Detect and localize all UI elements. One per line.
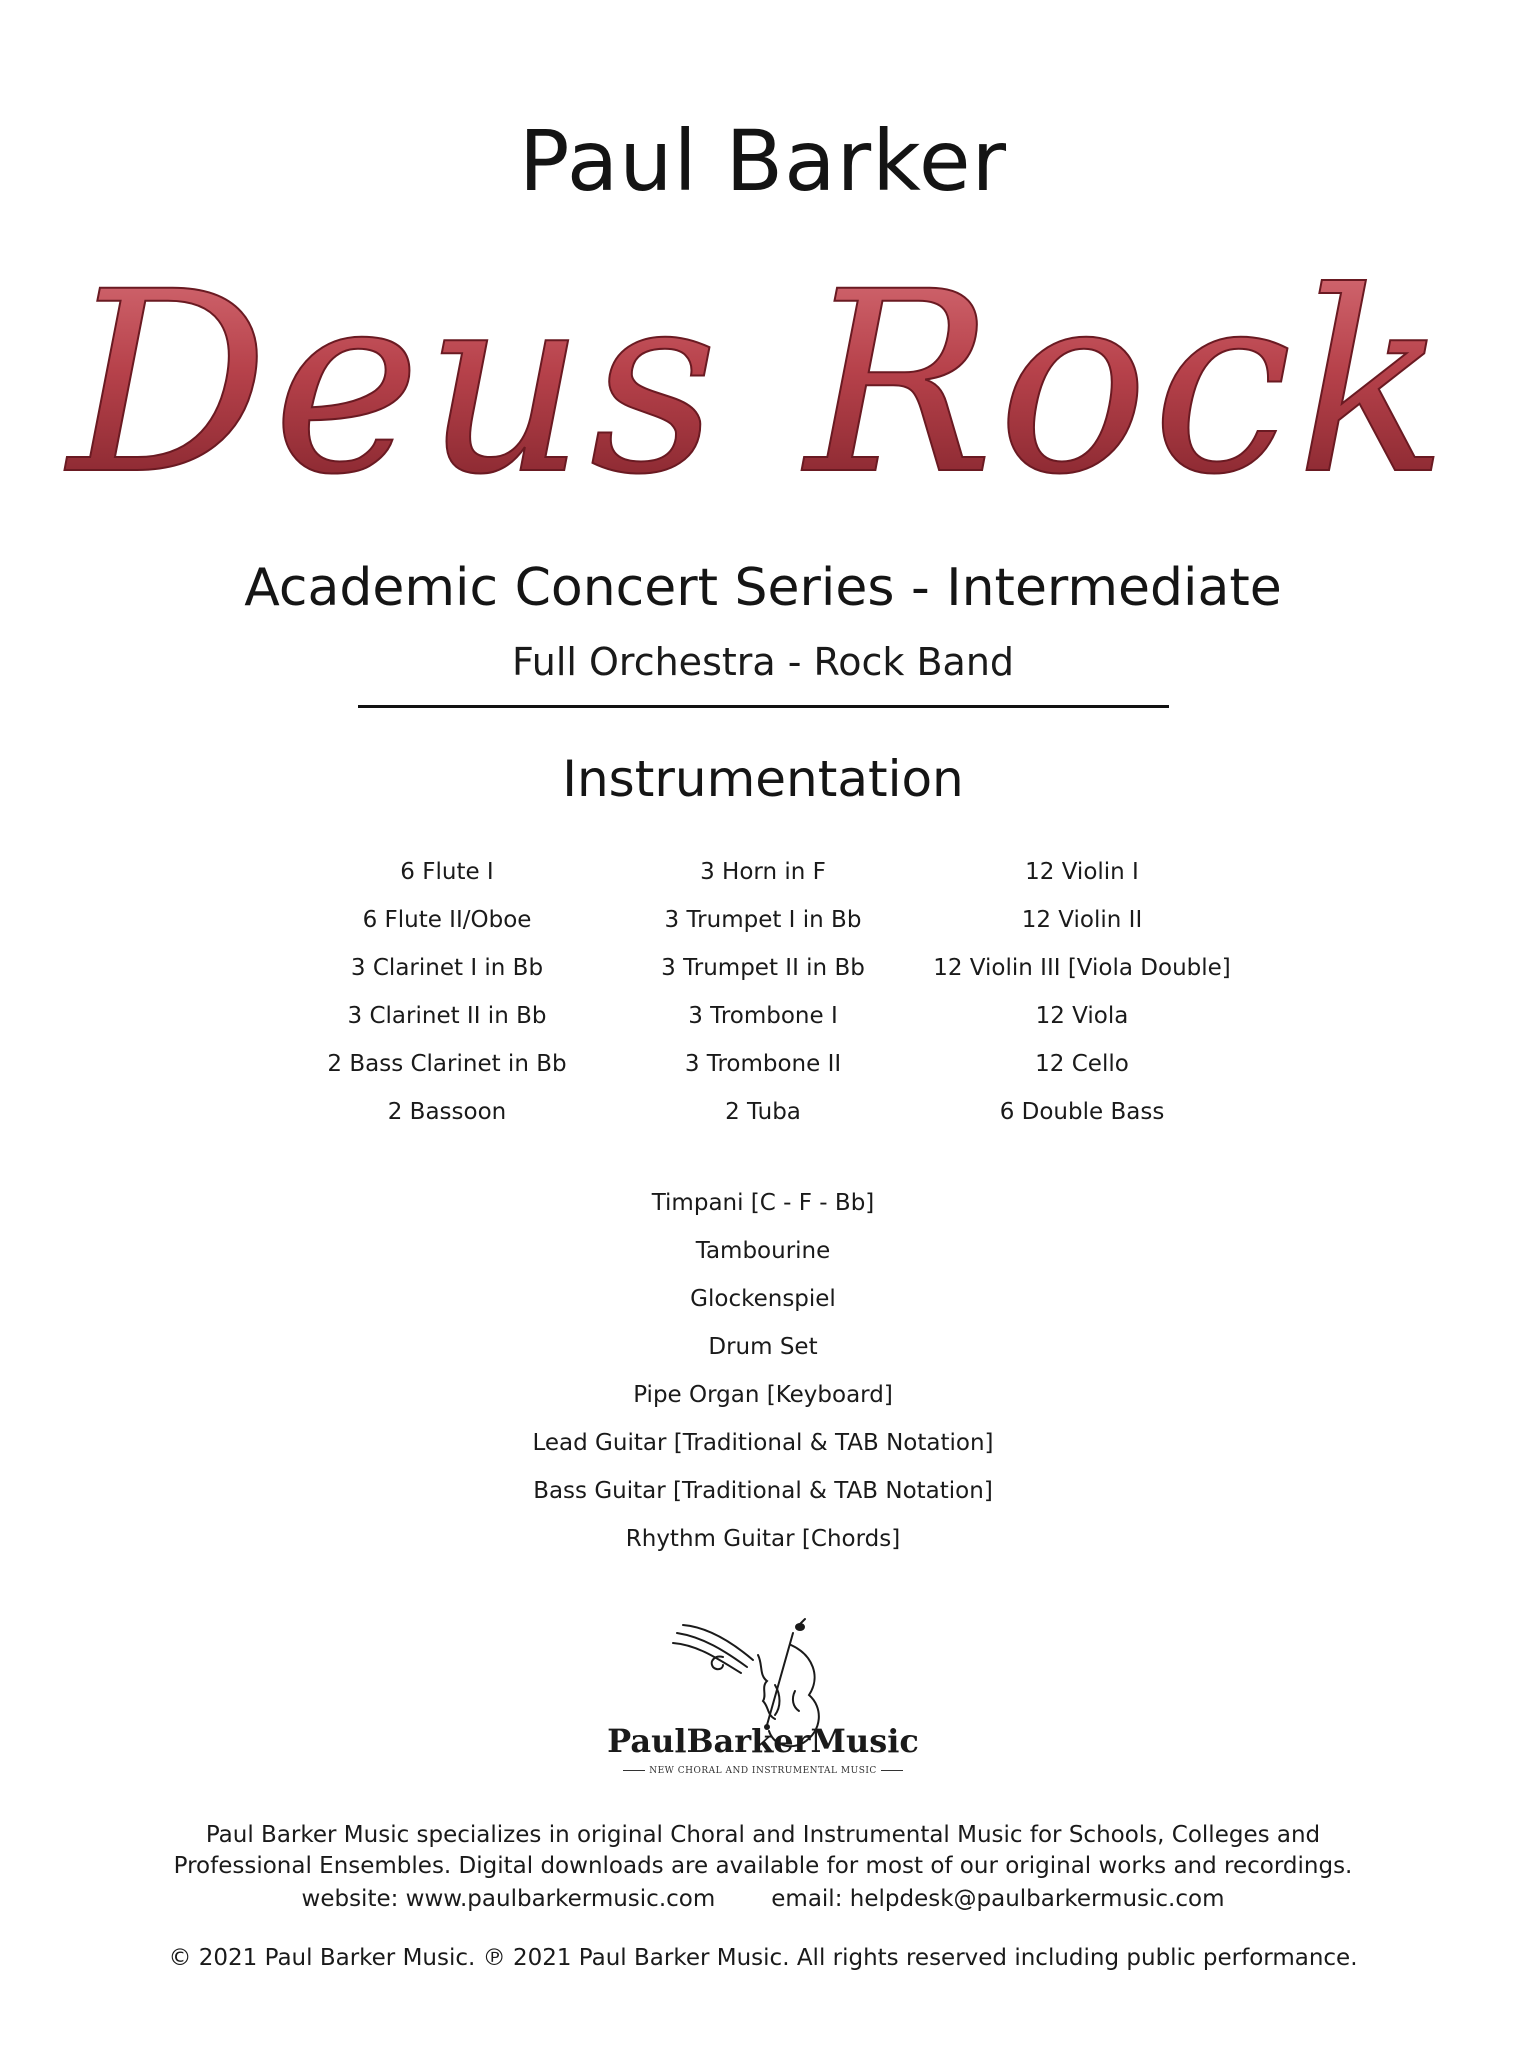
instrument-item: Timpani [C - F - Bb] bbox=[651, 1190, 875, 1216]
logo-tagline bbox=[563, 1766, 963, 1776]
blurb-line: Professional Ensembles. Digital downloads are available for most of our original works and recordings. bbox=[173, 1853, 1353, 1879]
main-title-text: Deus Rock bbox=[68, 238, 1452, 515]
instrument-item: 12 Violin II bbox=[1021, 907, 1143, 933]
logo-wordmark: PaulBarkerMusic bbox=[607, 1722, 919, 1760]
header-divider bbox=[358, 705, 1169, 708]
blurb-line: Paul Barker Music specializes in original Choral and Instrumental Music for Schools, Colleges and bbox=[205, 1822, 1321, 1848]
instrument-item: 2 Bass Clarinet in Bb bbox=[327, 1051, 567, 1077]
instrument-item: 3 Clarinet II in Bb bbox=[347, 1003, 547, 1029]
instrument-item: 3 Trombone I bbox=[688, 1003, 838, 1029]
instrument-item: 2 Tuba bbox=[725, 1099, 801, 1125]
instrument-item: 3 Trumpet I in Bb bbox=[664, 907, 862, 933]
instrument-item: Pipe Organ [Keyboard] bbox=[633, 1382, 893, 1408]
instrument-item: Tambourine bbox=[695, 1238, 831, 1264]
series-subtitle: Academic Concert Series - Intermediate bbox=[244, 558, 1282, 618]
instrument-item: Glockenspiel bbox=[690, 1286, 836, 1312]
instrument-item: 12 Violin I bbox=[1025, 859, 1139, 885]
instrument-item: 6 Double Bass bbox=[999, 1099, 1165, 1125]
main-title bbox=[0, 215, 1526, 515]
composer-name: Paul Barker bbox=[518, 112, 1008, 210]
ensemble-subtitle: Full Orchestra - Rock Band bbox=[511, 640, 1015, 684]
instrument-item: Rhythm Guitar [Chords] bbox=[625, 1526, 901, 1552]
instrument-item: 12 Violin III [Viola Double] bbox=[933, 955, 1231, 981]
instrument-item: 3 Clarinet I in Bb bbox=[350, 955, 544, 981]
instrument-item: 12 Viola bbox=[1035, 1003, 1129, 1029]
logo-tagline-text: NEW CHORAL AND INSTRUMENTAL MUSIC bbox=[649, 1766, 877, 1776]
company-blurb bbox=[0, 1820, 1526, 1882]
instrument-item: 6 Flute II/Oboe bbox=[362, 907, 532, 933]
instrument-item: 3 Trombone II bbox=[684, 1051, 842, 1077]
instrument-item: 3 Trumpet II in Bb bbox=[661, 955, 865, 981]
percussion-band-list bbox=[0, 1179, 1526, 1563]
instrument-item: 6 Flute I bbox=[400, 859, 494, 885]
instrument-item: 3 Horn in F bbox=[700, 859, 826, 885]
instrument-item: Drum Set bbox=[708, 1334, 818, 1360]
instrument-item: 12 Cello bbox=[1035, 1051, 1129, 1077]
instrumentation-heading: Instrumentation bbox=[562, 750, 964, 808]
strings-column bbox=[872, 848, 1292, 1136]
instrument-item: Lead Guitar [Traditional & TAB Notation] bbox=[532, 1430, 994, 1456]
contact-line bbox=[0, 1884, 1526, 1915]
website-link[interactable]: website: www.paulbarkermusic.com bbox=[301, 1886, 716, 1912]
instrument-item: 2 Bassoon bbox=[387, 1099, 507, 1125]
copyright-notice: © 2021 Paul Barker Music. ℗ 2021 Paul Barker Music. All rights reserved including public performance. bbox=[168, 1945, 1358, 1971]
email-link[interactable]: email: helpdesk@paulbarkermusic.com bbox=[771, 1886, 1225, 1912]
instrument-item: Bass Guitar [Traditional & TAB Notation] bbox=[533, 1478, 993, 1504]
